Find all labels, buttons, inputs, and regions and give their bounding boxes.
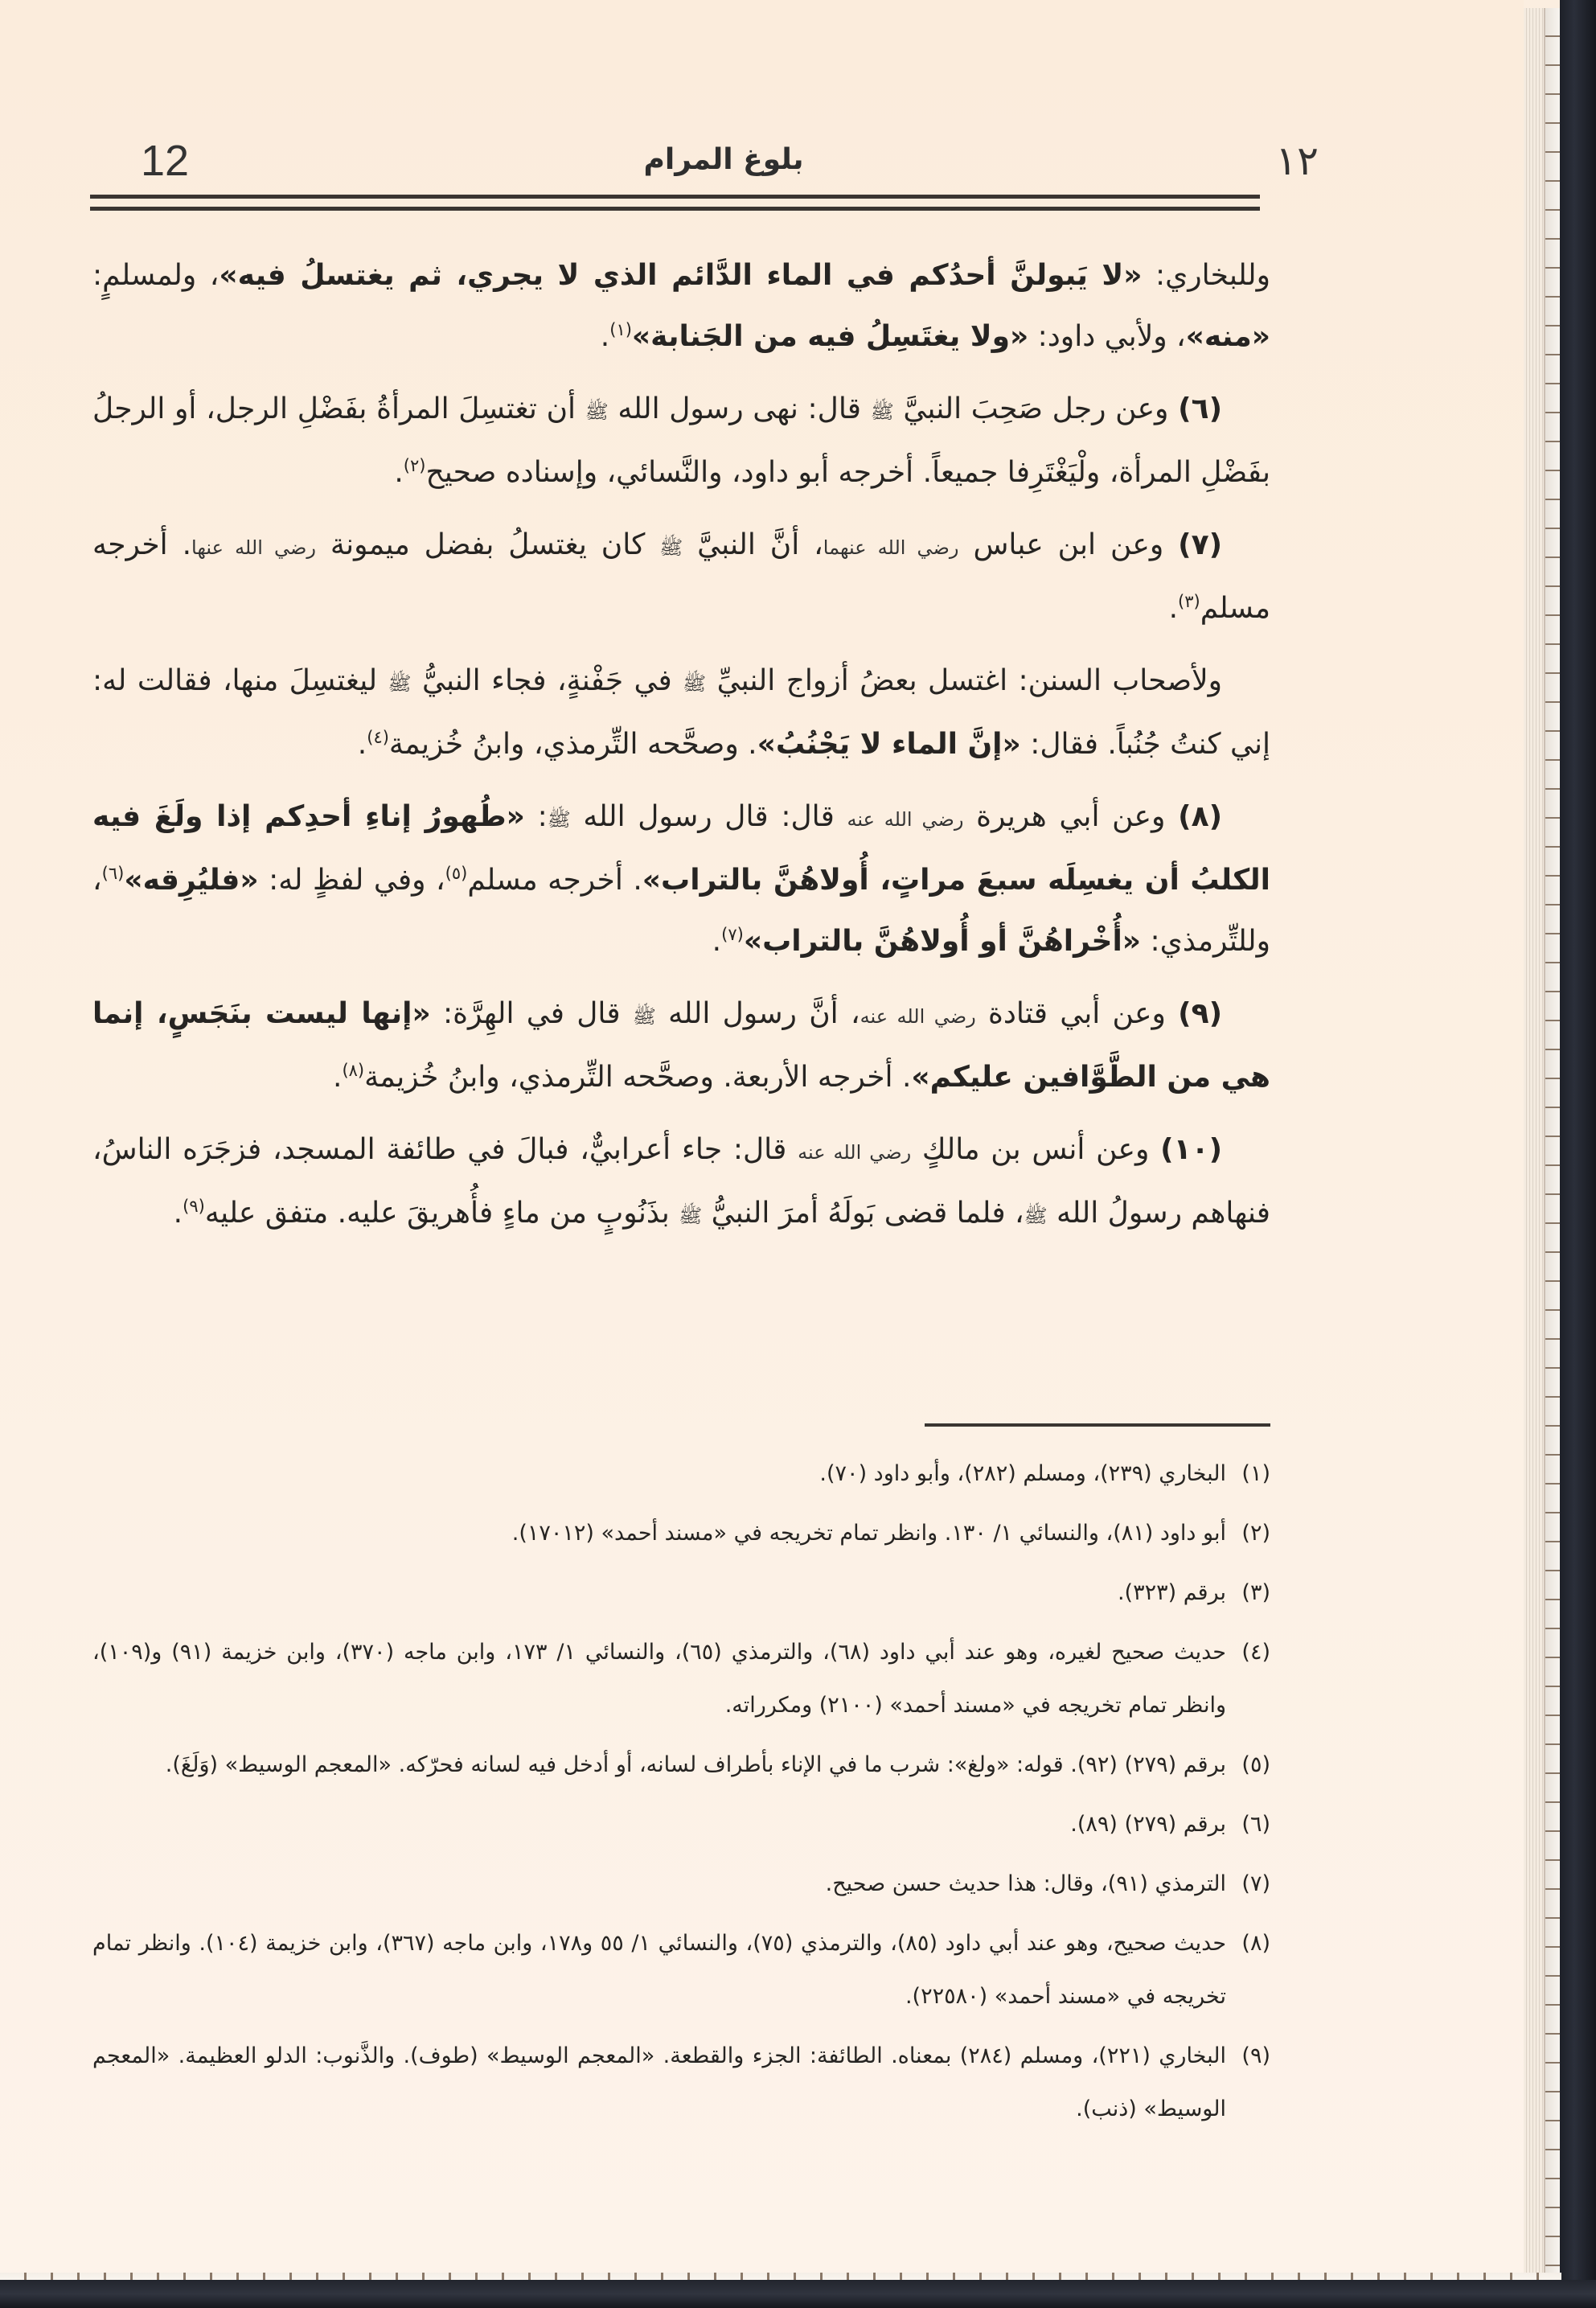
- main-text: [92, 245, 1270, 1258]
- text-run: كان يغتسلُ بفضل ميمونة: [315, 528, 660, 561]
- footnote-ref[interactable]: (٣): [1178, 592, 1200, 611]
- paragraph-hadith-8: [92, 786, 1270, 972]
- text-run: وعن أبي هريرة: [963, 800, 1179, 833]
- hadith-quote: «إنَّ الماء لا يَجْنُبُ»: [757, 728, 1021, 761]
- footnote-ref[interactable]: (٧): [721, 925, 744, 944]
- footnote-ref[interactable]: (١): [609, 320, 632, 339]
- footnote-label: (٤): [1241, 1640, 1270, 1665]
- text-run: ليغتسِلَ منها، فقالت له: إني كنتُ جُنُباً. فقال:: [92, 664, 1270, 761]
- footnote-ref[interactable]: (٤): [367, 728, 389, 747]
- text-run: بذَنُوبٍ من ماءٍ فأُهريقَ عليه. متفق عليه: [204, 1197, 679, 1230]
- footnote-text: البخاري (٢٣٩)، ومسلم (٢٨٢)، وأبو داود (٧٠).: [819, 1461, 1226, 1486]
- footnote-ref[interactable]: (٦): [101, 864, 125, 883]
- text-run: ولأصحاب السنن: اغتسل بعضُ أزواج النبيِّ: [706, 664, 1222, 697]
- hadith-quote: «أُخْراهُنَّ أو أُولاهُنَّ بالتراب»: [743, 925, 1142, 958]
- page-number-arabic: ١٢: [1275, 138, 1319, 184]
- hadith-number: (٧): [1178, 528, 1223, 561]
- footnote-text: الترمذي (٩١)، وقال: هذا حديث حسن صحيح.: [825, 1871, 1226, 1896]
- footnote-text: برقم (٣٢٣).: [1117, 1580, 1226, 1605]
- text-run: قال: قال رسول الله: [570, 800, 847, 833]
- hadith-number: (٩): [1178, 997, 1223, 1030]
- running-title: بلوغ المرام: [643, 143, 804, 176]
- footnote-item: [92, 1507, 1270, 1560]
- honorific-icon: رضي الله عنهما: [823, 536, 959, 559]
- footnote-ref[interactable]: (٨): [342, 1061, 365, 1080]
- hadith-number: (٨): [1178, 800, 1223, 833]
- footnote-label: (٩): [1241, 2043, 1270, 2068]
- footnote-text: برقم (٢٧٩) (٩٢). قوله: «ولغ»: شرب ما في الإناء بأطراف لسانه، أو أدخل فيه لسانه فحرّكه. «المعجم الوسيط» (وَلَغَ).: [165, 1752, 1226, 1777]
- text-run: ، وفي لفظٍ له:: [258, 864, 445, 897]
- honorific-icon: ﷺ: [679, 1205, 703, 1227]
- text-run: ، أنَّ النبيَّ: [683, 528, 823, 561]
- footnote-text: حديث صحيح لغيره، وهو عند أبي داود (٦٨)، والترمذي (٦٥)، والنسائي ١/ ١٧٣، وابن ماجه (٣٧٠)، وابن خزيمة (٩١) و(١٠٩)، وانظر تمام تخريجه في «مسند أحمد» (٢١٠٠) ومكرراته.: [92, 1640, 1226, 1718]
- text-run: وعن رجل صَحِبَ النبيَّ: [893, 392, 1179, 425]
- text-run: ، ولمسلمٍ:: [92, 259, 220, 292]
- honorific-icon: ﷺ: [585, 400, 609, 423]
- paragraph-hadith-9: [92, 984, 1270, 1108]
- footnote-item: [92, 1626, 1270, 1732]
- footnote-text: برقم (٢٧٩) (٨٩).: [1070, 1812, 1226, 1837]
- text-run: ، أنَّ رسول الله: [655, 997, 860, 1030]
- footnote-label: (١): [1241, 1461, 1270, 1486]
- hadith-number: (١٠): [1160, 1133, 1223, 1166]
- paragraph-p-bukhari: [92, 245, 1270, 368]
- footnote-separator: [925, 1423, 1270, 1427]
- honorific-icon: رضي الله عنه: [798, 1141, 912, 1164]
- footnote-text: أبو داود (٨١)، والنسائي ١/ ١٣٠. وانظر تمام تخريجه في «مسند أحمد» (١٧٠١٢).: [511, 1521, 1226, 1546]
- text-run: قال: جاء أعرابيٌّ، فبالَ في طائفة المسجد، فزجَرَه الناسُ، فنهاهم رسولُ الله: [92, 1133, 1270, 1230]
- paragraph-hadith-7-sunan: [92, 651, 1270, 775]
- hadith-number: (٦): [1178, 392, 1223, 425]
- honorific-icon: ﷺ: [683, 672, 707, 695]
- text-run: . أخرجه مسلم: [92, 528, 1270, 625]
- footnote-label: (٢): [1241, 1521, 1270, 1546]
- page-number-latin: 12: [141, 137, 190, 185]
- text-run: .: [1168, 592, 1179, 625]
- text-run: ، وللتِّرمذي:: [92, 864, 1270, 958]
- footnote-text: حديث صحيح، وهو عند أبي داود (٨٥)، والترمذي (٧٥)، والنسائي ١/ ٥٥ و١٧٨، وابن ماجه (٣٦٧)، وابن خزيمة (١٠٤). وانظر تمام تخريجه في «مسند أحمد» (٢٢٥٨٠).: [92, 1931, 1227, 2009]
- text-run: .: [712, 925, 722, 958]
- footnote-ref[interactable]: (٢): [403, 456, 426, 475]
- book-binding-right: [1560, 0, 1596, 2308]
- text-run: .: [173, 1197, 183, 1230]
- honorific-icon: رضي الله عنه: [860, 1005, 976, 1028]
- text-run: . أخرجه الأربعة. وصحَّحه التِّرمذي، وابنُ خُزيمة: [364, 1061, 912, 1094]
- footnote-item: [92, 1917, 1270, 2023]
- footnote-text: البخاري (٢٢١)، ومسلم (٢٨٤) بمعناه. الطائفة: الجزء والقطعة. «المعجم الوسيط» (طوف). والذَّنوب: الدلو العظيمة. «المعجم الوسيط» (ذنب).: [92, 2043, 1226, 2121]
- footnote-ref[interactable]: (٥): [445, 864, 468, 883]
- honorific-icon: ﷺ: [547, 808, 571, 831]
- text-run: أن تغتسِلَ المرأةُ بفَضْلِ الرجل، أو الرجلُ بفَضْلِ المرأة، ولْيَغْتَرِفا جميعاً. أخرجه أبو داود، والنَّسائي، وإسناده صحيح: [92, 392, 1270, 489]
- text-run: .: [600, 320, 610, 353]
- header-double-rule: [90, 195, 1260, 211]
- text-run: .: [332, 1061, 343, 1094]
- footnotes: [92, 1448, 1270, 2142]
- paragraph-hadith-10: [92, 1119, 1270, 1246]
- footnote-label: (٣): [1241, 1580, 1270, 1605]
- footnote-item: [92, 1448, 1270, 1501]
- honorific-icon: ﷺ: [388, 672, 412, 695]
- honorific-icon: ﷺ: [870, 400, 894, 423]
- book-binding-bottom: [0, 2280, 1596, 2308]
- hadith-quote: «إنها ليست بنَجَسٍ، إنما هي من الطَّوَّافين عليكم»: [92, 997, 1270, 1094]
- footnote-label: (٥): [1241, 1752, 1270, 1777]
- footnote-label: (٦): [1241, 1812, 1270, 1837]
- footnote-item: [92, 1567, 1270, 1620]
- text-run: ، ولأبي داود:: [1028, 320, 1186, 353]
- text-run: .: [357, 728, 367, 761]
- text-run: وللبخاري:: [1142, 259, 1270, 292]
- footnote-item: [92, 1858, 1270, 1911]
- hadith-quote: «منه»: [1185, 320, 1270, 353]
- footnote-item: [92, 1798, 1270, 1851]
- honorific-icon: رضي الله عنها: [191, 536, 316, 559]
- text-run: في جَفْنةٍ، فجاء النبيُّ: [411, 664, 683, 697]
- text-run: ، فلما قضى بَولَهُ أمرَ النبيُّ: [702, 1197, 1024, 1230]
- footnote-item: [92, 2030, 1270, 2136]
- footnote-ref[interactable]: (٩): [183, 1197, 205, 1216]
- text-run: وعن أنس بن مالكٍ: [911, 1133, 1161, 1166]
- hadith-quote: «فليُرِقه»: [124, 864, 259, 897]
- text-run: قال: نهى رسول الله: [608, 392, 871, 425]
- honorific-icon: ﷺ: [632, 1005, 656, 1028]
- paragraph-hadith-6: [92, 379, 1270, 503]
- paragraph-hadith-7: [92, 515, 1270, 639]
- honorific-icon: رضي الله عنه: [847, 808, 964, 831]
- footnote-label: (٧): [1241, 1871, 1270, 1896]
- text-run: وعن أبي قتادة: [975, 997, 1179, 1030]
- honorific-icon: ﷺ: [659, 536, 683, 559]
- hadith-quote: «ولا يغتَسِلُ فيه من الجَنابة»: [631, 320, 1029, 353]
- hadith-quote: «لا يَبولنَّ أحدُكم في الماء الدَّائم الذي لا يجري، ثم يغتسلُ فيه»: [219, 259, 1143, 292]
- hadith-quote: «طُهورُ إناءِ أحدِكم إذا ولَغَ فيه الكلبُ أن يغسِلَه سبعَ مراتٍ، أُولاهُنَّ بالتراب»: [92, 800, 1270, 897]
- text-run: . أخرجه مسلم: [467, 864, 642, 897]
- text-run: وعن ابن عباس: [958, 528, 1179, 561]
- text-run: :: [524, 800, 548, 833]
- text-run: .: [394, 456, 404, 489]
- text-run: . وصحَّحه التِّرمذي، وابنُ خُزيمة: [388, 728, 757, 761]
- page-edge: [1524, 8, 1544, 2280]
- page-header: [121, 137, 1327, 201]
- footnote-item: [92, 1739, 1270, 1792]
- text-run: قال في الهِرَّة:: [430, 997, 633, 1030]
- honorific-icon: ﷺ: [1024, 1205, 1048, 1227]
- footnote-label: (٨): [1241, 1931, 1270, 1956]
